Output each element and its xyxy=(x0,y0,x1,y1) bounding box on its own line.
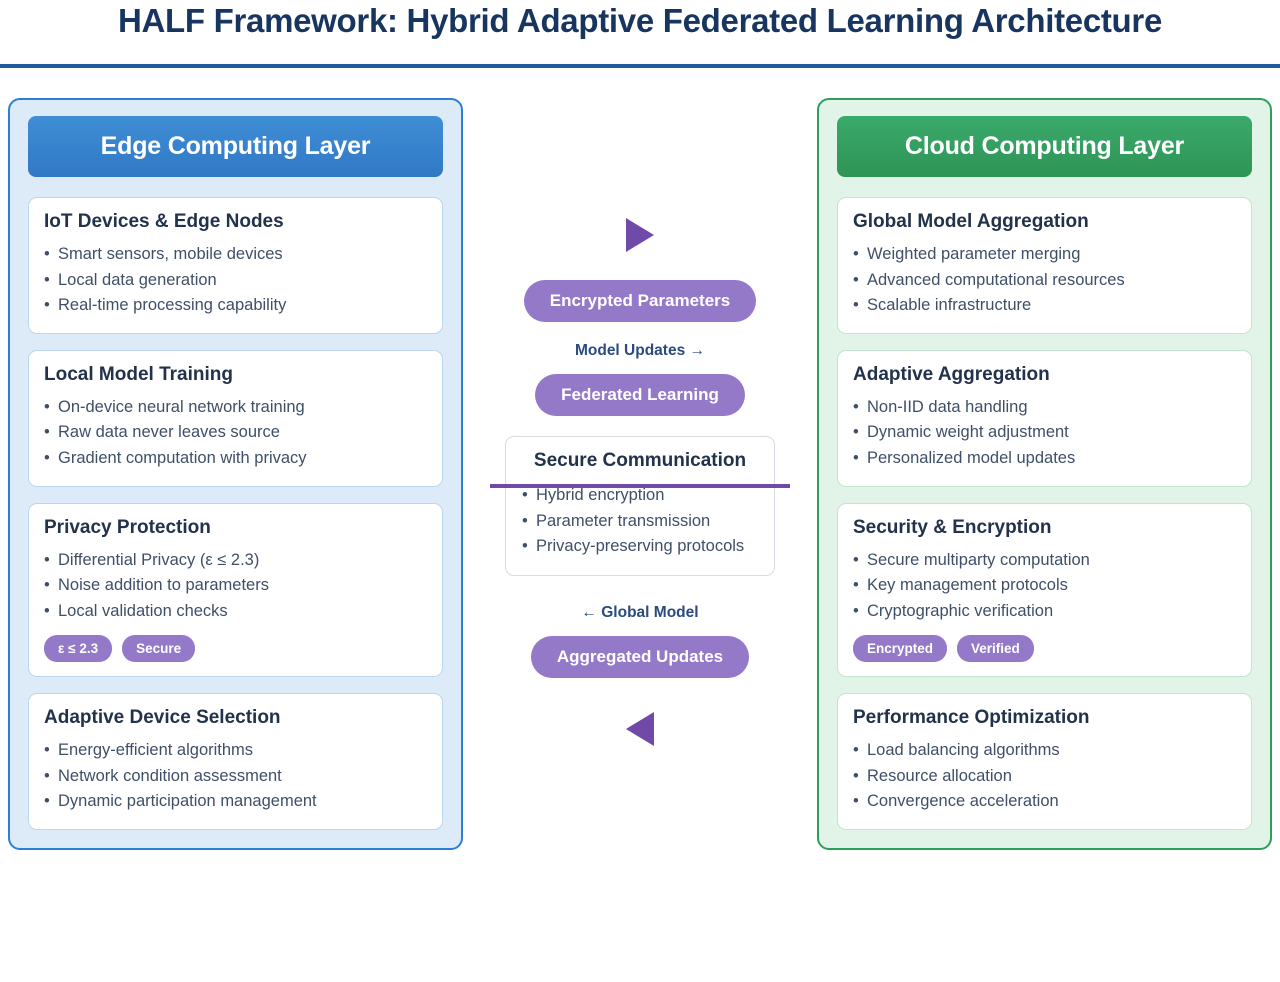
pill-federated-learning: Federated Learning xyxy=(535,374,745,416)
label-global-model: ← Global Model xyxy=(581,603,699,621)
bullet-item: • On-device neural network training xyxy=(44,395,427,421)
bullet-item: • Energy-efficient algorithms xyxy=(44,738,427,764)
edge-layer-header: Edge Computing Layer xyxy=(28,116,443,177)
card-bullets xyxy=(44,242,427,319)
bullet-item: • Convergence acceleration xyxy=(853,789,1236,815)
card-bullets xyxy=(44,738,427,815)
bullet-item: • Real-time processing capability xyxy=(44,293,427,319)
card-title: Adaptive Device Selection xyxy=(44,707,281,729)
card-tags xyxy=(44,635,427,662)
card-bullets xyxy=(522,483,758,560)
card-title: Privacy Protection xyxy=(44,516,211,538)
diagram-columns xyxy=(0,68,1280,850)
card-title: Adaptive Aggregation xyxy=(853,363,1050,385)
bullet-item: • Gradient computation with privacy xyxy=(44,446,427,472)
arrow-left-icon xyxy=(626,712,654,746)
center-flow-column xyxy=(495,98,785,746)
bullet-item: • Advanced computational resources xyxy=(853,268,1236,294)
card-bullets xyxy=(853,242,1236,319)
card-title: Security & Encryption xyxy=(853,516,1052,538)
bullet-item: • Cryptographic verification xyxy=(853,599,1236,625)
bullet-item: • Key management protocols xyxy=(853,573,1236,599)
edge-card-local-model-training xyxy=(28,350,443,487)
cloud-card-adaptive-aggregation xyxy=(837,350,1252,487)
status-badge: Secure xyxy=(122,635,195,662)
card-tags xyxy=(853,635,1236,662)
card-title: Local Model Training xyxy=(44,363,233,385)
pill-aggregated-updates: Aggregated Updates xyxy=(531,636,749,678)
bullet-item: • Scalable infrastructure xyxy=(853,293,1236,319)
bullet-item: • Secure multiparty computation xyxy=(853,548,1236,574)
card-bullets xyxy=(853,548,1236,625)
edge-computing-panel xyxy=(8,98,463,850)
status-badge: Encrypted xyxy=(853,635,947,662)
bullet-item: • Network condition assessment xyxy=(44,764,427,790)
cloud-card-performance-optimization xyxy=(837,693,1252,830)
card-bullets xyxy=(44,395,427,472)
cloud-layer-header: Cloud Computing Layer xyxy=(837,116,1252,177)
card-title: IoT Devices & Edge Nodes xyxy=(44,211,284,233)
label-model-updates: Model Updates → xyxy=(574,342,706,360)
page-title: HALF Framework: Hybrid Adaptive Federated Learning Architecture xyxy=(117,2,1163,39)
bullet-item: • Resource allocation xyxy=(853,764,1236,790)
bullet-item: • Privacy-preserving protocols xyxy=(522,534,758,560)
edge-card-adaptive-device-selection xyxy=(28,693,443,830)
cloud-card-global-model-aggregation xyxy=(837,197,1252,334)
edge-card-privacy-protection xyxy=(28,503,443,678)
edge-card-iot-devices xyxy=(28,197,443,334)
bullet-item: • Non-IID data handling xyxy=(853,395,1236,421)
secure-communication-box xyxy=(505,436,775,576)
bullet-item: • Differential Privacy (ε ≤ 2.3) xyxy=(44,548,427,574)
bullet-item: • Noise addition to parameters xyxy=(44,573,427,599)
cloud-card-security-encryption xyxy=(837,503,1252,678)
bullet-item: • Load balancing algorithms xyxy=(853,738,1236,764)
bullet-item: • Raw data never leaves source xyxy=(44,420,427,446)
bullet-item: • Dynamic participation management xyxy=(44,789,427,815)
card-title: Global Model Aggregation xyxy=(853,211,1089,233)
card-bullets xyxy=(853,738,1236,815)
card-bullets xyxy=(44,548,427,625)
pill-encrypted-parameters: Encrypted Parameters xyxy=(524,280,756,322)
bullet-item: • Parameter transmission xyxy=(522,509,758,535)
bullet-item: • Smart sensors, mobile devices xyxy=(44,242,427,268)
bullet-item: • Weighted parameter merging xyxy=(853,242,1236,268)
arrow-right-icon xyxy=(626,218,654,252)
card-title: Secure Communication xyxy=(533,450,747,472)
bullet-item: • Dynamic weight adjustment xyxy=(853,420,1236,446)
bullet-item: • Personalized model updates xyxy=(853,446,1236,472)
card-title: Performance Optimization xyxy=(853,707,1090,729)
status-badge: ε ≤ 2.3 xyxy=(44,635,112,662)
status-badge: Verified xyxy=(957,635,1034,662)
bullet-item: • Local data generation xyxy=(44,268,427,294)
cloud-computing-panel xyxy=(817,98,1272,850)
bullet-item: • Hybrid encryption xyxy=(522,483,758,509)
card-bullets xyxy=(853,395,1236,472)
bullet-item: • Local validation checks xyxy=(44,599,427,625)
